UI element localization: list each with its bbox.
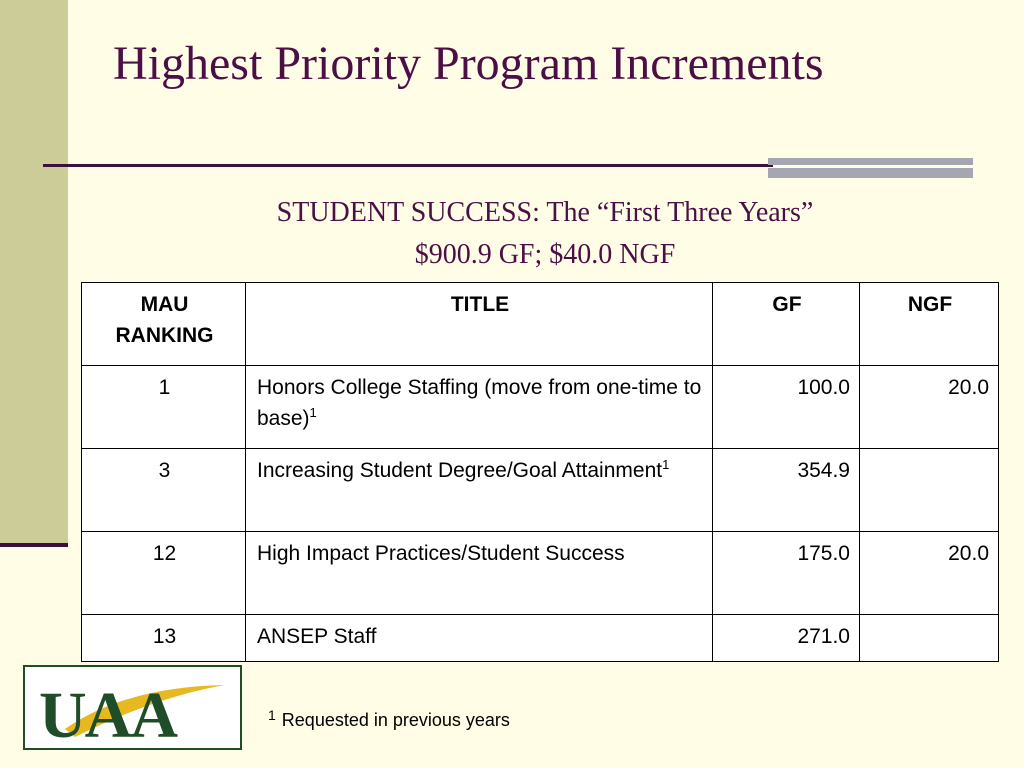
title-divider — [43, 164, 773, 167]
row-gf: 175.0 — [713, 532, 860, 615]
row-rank: 13 — [82, 615, 246, 662]
row-rank: 12 — [82, 532, 246, 615]
uaa-logo-graphic — [25, 667, 240, 748]
header-ngf: NGF — [860, 283, 999, 366]
table-header-row — [82, 283, 999, 366]
row-title: Increasing Student Degree/Goal Attainment — [257, 459, 663, 482]
row-gf: 271.0 — [713, 615, 860, 662]
header-ranking: RANKING — [115, 324, 214, 347]
row-ngf: 20.0 — [860, 532, 999, 615]
title-divider-accent — [768, 158, 973, 178]
row-rank: 3 — [82, 449, 246, 532]
row-ngf — [860, 449, 999, 532]
svg-text:UAA: UAA — [39, 679, 176, 748]
row-title-cell — [246, 532, 713, 615]
uaa-logo — [23, 665, 242, 750]
row-footnote-mark: 1 — [309, 405, 317, 420]
footnote-text: Requested in previous years — [281, 710, 510, 730]
header-gf: GF — [713, 283, 860, 366]
row-title: High Impact Practices/Student Success — [257, 542, 625, 565]
row-title: ANSEP Staff — [257, 625, 377, 648]
footnote-mark: 1 — [268, 707, 276, 723]
row-title-cell — [246, 366, 713, 449]
row-title-cell — [246, 449, 713, 532]
side-accent-bar — [0, 0, 68, 545]
side-accent-rule — [0, 543, 68, 547]
row-gf: 354.9 — [713, 449, 860, 532]
table-row — [82, 532, 999, 615]
slide-title: Highest Priority Program Increments — [113, 37, 824, 90]
table-row — [82, 366, 999, 449]
subtitle-totals: $900.9 GF; $40.0 NGF — [414, 239, 676, 270]
header-title: TITLE — [246, 283, 713, 366]
table-row — [82, 449, 999, 532]
row-ngf — [860, 615, 999, 662]
increments-table — [81, 282, 999, 662]
header-mau-ranking — [82, 283, 246, 366]
row-ngf: 20.0 — [860, 366, 999, 449]
row-gf: 100.0 — [713, 366, 860, 449]
footnote — [268, 707, 510, 731]
row-rank: 1 — [82, 366, 246, 449]
row-footnote-mark: 1 — [662, 457, 670, 472]
subtitle-heading: STUDENT SUCCESS: The “First Three Years” — [276, 197, 814, 228]
row-title: Honors College Staffing (move from one-time to base) — [257, 376, 702, 430]
header-mau: MAU — [140, 293, 189, 316]
table-row — [82, 615, 999, 662]
row-title-cell — [246, 615, 713, 662]
